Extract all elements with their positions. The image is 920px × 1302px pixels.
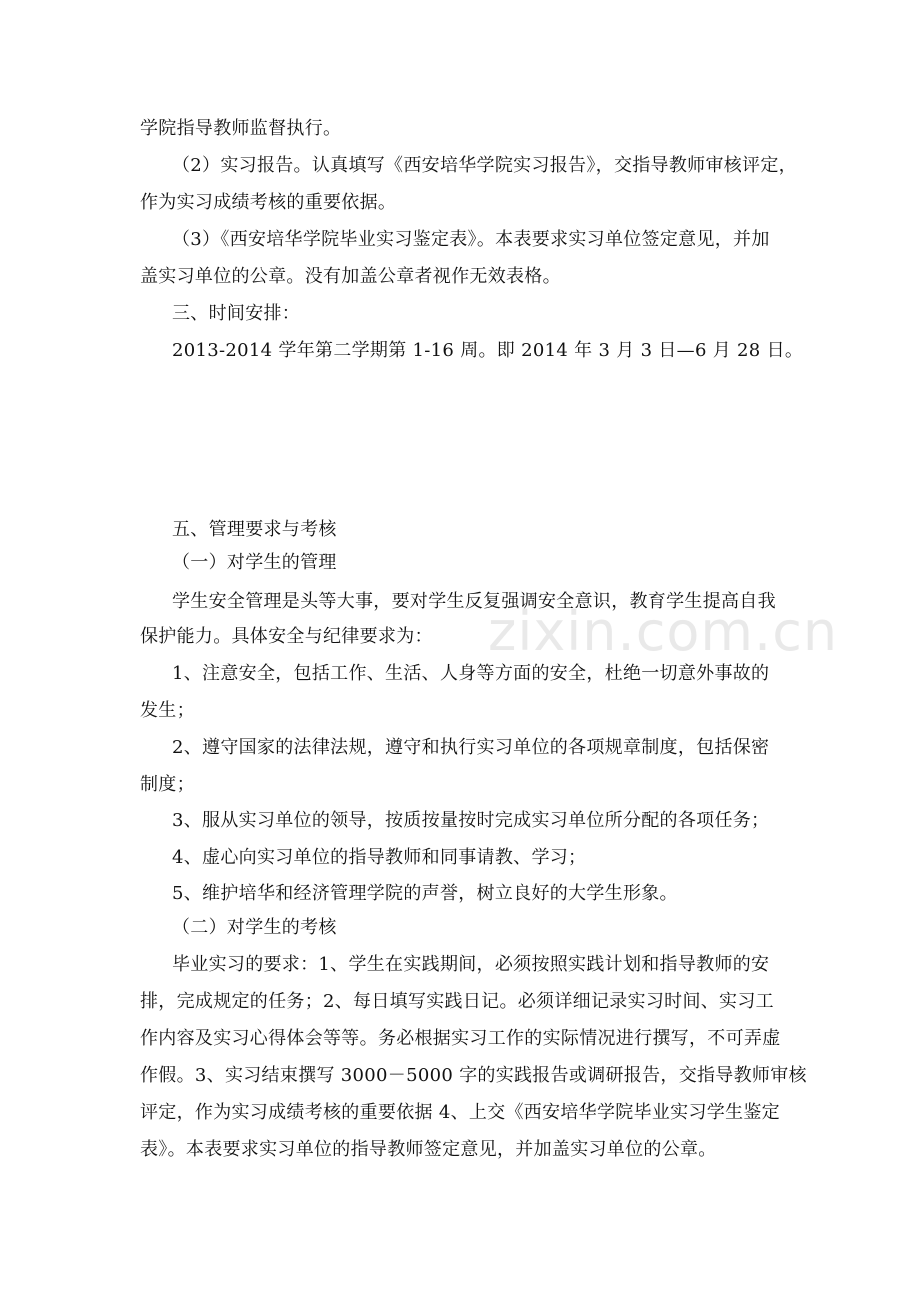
watermark: zixin.com.cn bbox=[488, 600, 839, 663]
paragraph-line: 作为实习成绩考核的重要依据。 bbox=[140, 192, 397, 213]
paragraph-line: 学院指导教师监督执行。 bbox=[140, 118, 342, 139]
paragraph-line: （3）《西安培华学院毕业实习鉴定表》。本表要求实习单位签定意见，并加 bbox=[172, 229, 770, 250]
paragraph-line: （2）实习报告。认真填写《西安培华学院实习报告》，交指导教师审核评定， bbox=[172, 155, 797, 176]
paragraph-line: 保护能力。具体安全与纪律要求为： bbox=[140, 626, 433, 647]
paragraph-line: 2013-2014 学年第二学期第 1-16 周。即 2014 年 3 月 3 日—6 月 28 日。 bbox=[172, 340, 804, 361]
list-item: 3、服从实习单位的领导，按质按量按时完成实习单位所分配的各项任务； bbox=[172, 810, 770, 831]
paragraph-line: 评定，作为实习成绩考核的重要依据 4、上交《西安培华学院毕业实习学生鉴定 bbox=[140, 1102, 780, 1123]
list-item: 5、维护培华和经济管理学院的声誉，树立良好的大学生形象。 bbox=[172, 883, 678, 904]
subsection-heading: （一）对学生的管理 bbox=[172, 552, 337, 573]
list-item: 2、遵守国家的法律法规，遵守和执行实习单位的各项规章制度，包括保密 bbox=[172, 737, 770, 758]
paragraph-line: 学生安全管理是头等大事，要对学生反复强调安全意识，教育学生提高自我 bbox=[172, 591, 776, 612]
paragraph-line: 盖实习单位的公章。没有加盖公章者视作无效表格。 bbox=[140, 266, 561, 287]
section-heading: 三、时间安排： bbox=[172, 303, 301, 324]
paragraph-line: 毕业实习的要求：1、学生在实践期间，必须按照实践计划和指导教师的安 bbox=[172, 954, 770, 975]
paragraph-line: 表》。本表要求实习单位的指导教师签定意见，并加盖实习单位的公章。 bbox=[140, 1139, 717, 1160]
paragraph-line: 作内容及实习心得体会等等。务必根据实习工作的实际情况进行撰写，不可弄虚 bbox=[140, 1028, 781, 1049]
paragraph-line: 作假。3、实习结束撰写 3000－5000 字的实践报告或调研报告，交指导教师审核 bbox=[140, 1065, 807, 1086]
subsection-heading: （二）对学生的考核 bbox=[172, 917, 337, 938]
paragraph-line: 排，完成规定的任务；2、每日填写实践日记。必须详细记录实习时间、实习工 bbox=[140, 991, 774, 1012]
list-item: 4、虚心向实习单位的指导教师和同事请教、学习； bbox=[172, 847, 587, 868]
list-item: 1、注意安全，包括工作、生活、人身等方面的安全，杜绝一切意外事故的 bbox=[172, 663, 770, 684]
list-item: 制度； bbox=[140, 774, 195, 795]
list-item: 发生； bbox=[140, 700, 195, 721]
section-heading: 五、管理要求与考核 bbox=[172, 519, 337, 540]
